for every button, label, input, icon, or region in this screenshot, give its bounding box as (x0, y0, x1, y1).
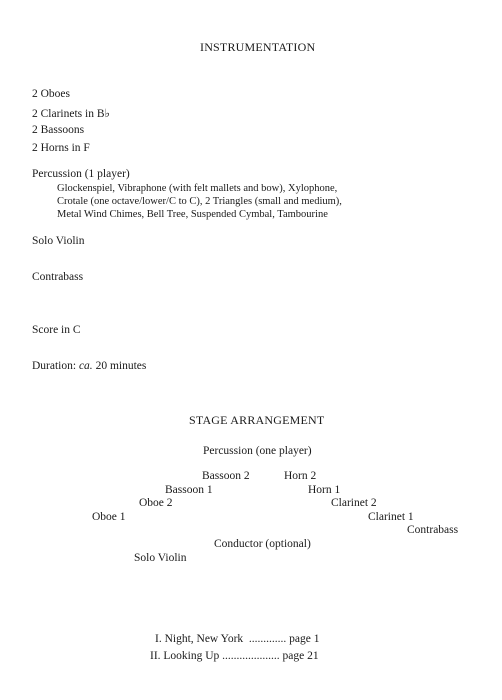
instrument-horns: 2 Horns in F (32, 142, 90, 154)
percussion-detail-line: Metal Wind Chimes, Bell Tree, Suspended Cymbal, Tambourine (57, 209, 328, 220)
duration-value: 20 minutes (95, 360, 147, 372)
stage-oboe-2: Oboe 2 (139, 497, 173, 509)
stage-bassoon-1: Bassoon 1 (165, 484, 213, 496)
duration-ca: ca. (78, 360, 93, 372)
instrument-oboes: 2 Oboes (32, 88, 71, 100)
contents-item-1: I. Night, New York ............. page 1 (155, 633, 320, 645)
stage-arrangement-title: STAGE ARRANGEMENT (189, 413, 325, 427)
percussion-details (57, 182, 342, 221)
instrument-solo-violin: Solo Violin (32, 235, 85, 247)
stage-contrabass: Contrabass (407, 524, 459, 536)
percussion-detail-line: Crotale (one octave/lower/C to C), 2 Triangles (small and medium), (57, 196, 342, 207)
instrument-bassoons: 2 Bassoons (32, 124, 85, 136)
duration-label: Duration: (32, 360, 77, 372)
stage-clarinet-2: Clarinet 2 (331, 497, 377, 509)
instrument-contrabass: Contrabass (32, 271, 84, 283)
stage-oboe-1: Oboe 1 (92, 511, 126, 523)
instrument-clarinets: 2 Clarinets in B♭ (32, 108, 110, 120)
percussion-detail-line: Glockenspiel, Vibraphone (with felt mallets and bow), Xylophone, (57, 183, 338, 194)
instrumentation-title: INSTRUMENTATION (200, 40, 316, 54)
stage-horn-2: Horn 2 (284, 470, 317, 482)
duration (32, 360, 146, 372)
score-key: Score in C (32, 324, 81, 336)
percussion-heading: Percussion (1 player) (32, 168, 130, 180)
stage-horn-1: Horn 1 (308, 484, 341, 496)
stage-solo-violin: Solo Violin (134, 552, 187, 564)
stage-conductor: Conductor (optional) (214, 538, 311, 550)
contents-item-2: II. Looking Up .................... page 21 (150, 650, 319, 662)
stage-clarinet-1: Clarinet 1 (368, 511, 414, 523)
stage-bassoon-2: Bassoon 2 (202, 470, 250, 482)
stage-percussion: Percussion (one player) (203, 445, 312, 457)
